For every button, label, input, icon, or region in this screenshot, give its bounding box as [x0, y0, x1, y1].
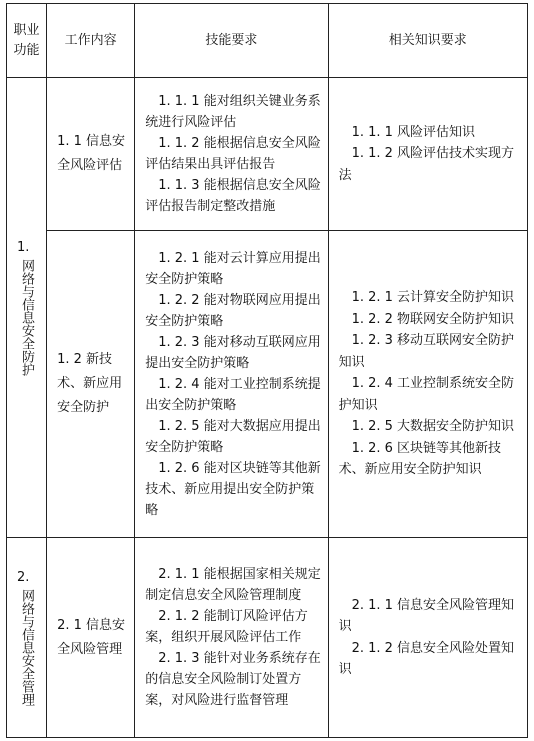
- header-function: 职业 功能: [7, 4, 47, 78]
- skill-item: 1. 2. 3 能对移动互联网应用提出安全防护策略: [145, 334, 321, 371]
- knowledge-item: 1. 2. 2 物联网安全防护知识: [351, 311, 515, 327]
- function-name: 网络与信息安全防护: [19, 259, 34, 376]
- work-content-cell: 1. 1 信息安全风险评估: [47, 78, 135, 231]
- knowledge-item: 2. 1. 1 信息安全风险管理知识: [338, 597, 515, 634]
- knowledge-item: 1. 2. 3 移动互联网安全防护知识: [338, 333, 515, 370]
- function-number: 2.: [17, 570, 30, 585]
- knowledge-item: 1. 2. 1 云计算安全防护知识: [351, 290, 515, 306]
- skill-item: 1. 1. 3 能根据信息安全风险评估报告制定整改措施: [145, 178, 321, 214]
- skill-cell: [135, 538, 328, 738]
- skill-item: 2. 1. 1 能根据国家相关规定制定信息安全风险管理制度: [145, 567, 321, 603]
- knowledge-item: 1. 1. 2 风险评估技术实现方法: [338, 146, 515, 183]
- skill-cell: [135, 231, 328, 538]
- table-header-row: [7, 4, 528, 78]
- work-content-cell: 1. 2 新技术、新应用安全防护: [47, 231, 135, 538]
- table-row: [7, 538, 528, 738]
- header-skill-requirements: 技能要求: [135, 4, 328, 78]
- knowledge-cell: [328, 538, 527, 738]
- table-row: [7, 78, 528, 231]
- knowledge-item: 1. 2. 4 工业控制系统安全防护知识: [338, 376, 515, 413]
- skill-item: 1. 2. 2 能对物联网应用提出安全防护策略: [145, 292, 321, 329]
- skill-cell: [135, 78, 328, 231]
- skill-item: 1. 2. 1 能对云计算应用提出安全防护策略: [145, 250, 321, 287]
- table-row: [7, 231, 528, 538]
- knowledge-item: 1. 2. 5 大数据安全防护知识: [351, 419, 515, 435]
- function-name: 网络与信息安全管理: [19, 589, 34, 706]
- function-cell: [7, 538, 47, 738]
- knowledge-item: 2. 1. 2 信息安全风险处置知识: [338, 640, 515, 677]
- skill-item: 2. 1. 3 能针对业务系统存在的信息安全风险制订处置方案，对风险进行监督管理: [145, 651, 321, 708]
- knowledge-item: 1. 1. 1 风险评估知识: [351, 124, 476, 140]
- skill-item: 1. 2. 6 能对区块链等其他新技术、新应用提出安全防护策略: [145, 460, 321, 518]
- knowledge-cell: [328, 78, 527, 231]
- skill-item: 1. 1. 1 能对组织关键业务系统进行风险评估: [145, 94, 321, 130]
- header-knowledge-requirements: 相关知识要求: [328, 4, 527, 78]
- skill-item: 1. 1. 2 能根据信息安全风险评估结果出具评估报告: [145, 136, 321, 172]
- skills-table: [6, 3, 528, 738]
- work-content-cell: 2. 1 信息安全风险管理: [47, 538, 135, 738]
- function-cell: [7, 78, 47, 538]
- knowledge-item: 1. 2. 6 区块链等其他新技术、新应用安全防护知识: [338, 440, 502, 478]
- skill-item: 2. 1. 2 能制订风险评估方案，组织开展风险评估工作: [145, 609, 308, 645]
- function-number: 1.: [17, 240, 30, 255]
- header-work-content: 工作内容: [47, 4, 135, 78]
- skill-item: 1. 2. 4 能对工业控制系统提出安全防护策略: [145, 376, 321, 413]
- skill-item: 1. 2. 5 能对大数据应用提出安全防护策略: [145, 418, 321, 455]
- knowledge-cell: [328, 231, 527, 538]
